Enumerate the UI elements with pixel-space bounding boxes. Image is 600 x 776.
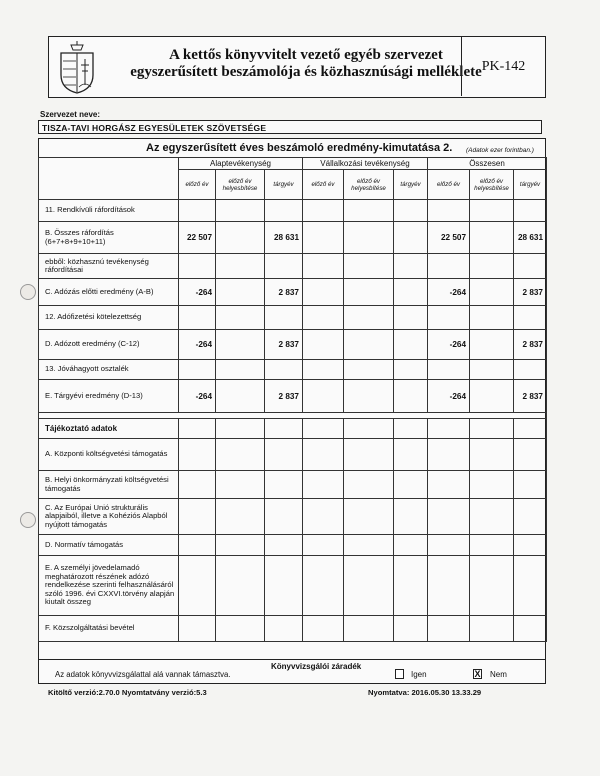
value-cell[interactable] xyxy=(303,556,344,616)
column-subheader: előző év helyesbítése xyxy=(470,170,514,200)
header-label-cell xyxy=(39,158,179,200)
row-label: E. A személyi jövedelamadó meghatározott részének adózó rendelkezése szerinti felhasználásáról szóló 1996. évi CXXVI.törvény alapján kiutalt összeg xyxy=(39,556,179,616)
row-label: D. Adózott eredmény (C-12) xyxy=(39,330,179,360)
value-cell[interactable] xyxy=(394,499,428,535)
value-cell[interactable] xyxy=(514,471,547,499)
form-header xyxy=(48,36,546,98)
row-label: B. Helyi önkormányzati költségvetési támogatás xyxy=(39,471,179,499)
value-cell[interactable]: -264 xyxy=(179,380,216,413)
value-cell[interactable] xyxy=(470,222,514,254)
value-cell[interactable] xyxy=(428,499,470,535)
row-label: 12. Adófizetési kötelezettség xyxy=(39,306,179,330)
form-title-line2: egyszerűsített beszámolója és közhasznúsági melléklete xyxy=(130,64,482,80)
value-cell[interactable]: 2 837 xyxy=(265,380,303,413)
value-cell[interactable] xyxy=(428,306,470,330)
row-label: E. Tárgyévi eredmény (D-13) xyxy=(39,380,179,413)
value-cell[interactable] xyxy=(265,419,303,439)
column-subheader: előző év xyxy=(428,170,470,200)
value-cell[interactable] xyxy=(394,419,428,439)
value-cell[interactable] xyxy=(216,616,265,642)
value-cell[interactable]: -264 xyxy=(179,279,216,306)
value-cell[interactable]: -264 xyxy=(428,380,470,413)
value-cell[interactable]: -264 xyxy=(428,279,470,306)
value-cell[interactable] xyxy=(216,471,265,499)
audit-title: Könyvvizsgálói záradék xyxy=(271,662,362,671)
value-cell[interactable] xyxy=(470,419,514,439)
value-cell[interactable] xyxy=(179,439,216,471)
info-section-row xyxy=(39,419,547,439)
value-cell[interactable] xyxy=(470,254,514,279)
value-cell[interactable] xyxy=(428,616,470,642)
value-cell[interactable] xyxy=(344,380,394,413)
value-cell[interactable] xyxy=(303,616,344,642)
value-cell[interactable] xyxy=(179,535,216,556)
value-cell[interactable] xyxy=(216,360,265,380)
table-row xyxy=(39,330,547,360)
info-section-title: Tájékoztató adatok xyxy=(39,419,179,439)
value-cell[interactable] xyxy=(394,380,428,413)
value-cell[interactable] xyxy=(265,200,303,222)
value-cell[interactable] xyxy=(344,439,394,471)
table-row xyxy=(39,279,547,306)
group-header: Vállalkozási tevékenység xyxy=(303,158,428,170)
value-cell[interactable] xyxy=(216,535,265,556)
value-cell[interactable] xyxy=(394,254,428,279)
row-label: D. Normatív támogatás xyxy=(39,535,179,556)
value-cell[interactable] xyxy=(428,254,470,279)
value-cell[interactable] xyxy=(303,419,344,439)
value-cell[interactable]: 2 837 xyxy=(514,279,547,306)
table-row xyxy=(39,471,547,499)
value-cell[interactable] xyxy=(514,499,547,535)
column-subheader: tárgyév xyxy=(394,170,428,200)
value-cell[interactable] xyxy=(470,535,514,556)
value-cell[interactable] xyxy=(265,535,303,556)
value-cell[interactable] xyxy=(428,439,470,471)
value-cell[interactable] xyxy=(470,330,514,360)
table-unit: (Adatok ezer forintban.) xyxy=(466,147,534,154)
value-cell[interactable] xyxy=(470,380,514,413)
row-label: B. Összes ráfordítás (6+7+8+9+10+11) xyxy=(39,222,179,254)
value-cell[interactable] xyxy=(265,254,303,279)
value-cell[interactable] xyxy=(179,499,216,535)
value-cell[interactable] xyxy=(394,556,428,616)
value-cell[interactable] xyxy=(470,439,514,471)
value-cell[interactable] xyxy=(344,419,394,439)
value-cell[interactable] xyxy=(514,419,547,439)
value-cell[interactable] xyxy=(394,360,428,380)
row-label: 11. Rendkívüli ráfordítások xyxy=(39,200,179,222)
software-version: Kitöltő verzió:2.70.0 Nyomtatvány verzió:5.3 xyxy=(48,688,207,697)
row-label: 13. Jóváhagyott osztalék xyxy=(39,360,179,380)
value-cell[interactable] xyxy=(394,279,428,306)
value-cell[interactable] xyxy=(303,200,344,222)
table-row xyxy=(39,222,547,254)
punch-hole-top xyxy=(20,284,36,300)
value-cell[interactable] xyxy=(470,200,514,222)
value-cell[interactable] xyxy=(216,380,265,413)
value-cell[interactable] xyxy=(514,254,547,279)
row-label: ebből: közhasznú tevékenység ráfordításai xyxy=(39,254,179,279)
value-cell[interactable]: 2 837 xyxy=(514,380,547,413)
table-row xyxy=(39,556,547,616)
value-cell[interactable] xyxy=(470,556,514,616)
value-cell[interactable] xyxy=(216,306,265,330)
group-header: Alaptevékenység xyxy=(179,158,303,170)
value-cell[interactable] xyxy=(344,616,394,642)
table-title: Az egyszerűsített éves beszámoló eredmény-kimutatása 2. xyxy=(146,142,453,154)
form-title-line1: A kettős könyvvitelt vezető egyéb szervezet xyxy=(169,47,443,63)
group-header: Összesen xyxy=(428,158,547,170)
form-title xyxy=(107,47,505,81)
value-cell[interactable] xyxy=(344,279,394,306)
value-cell[interactable] xyxy=(514,360,547,380)
table-row xyxy=(39,306,547,330)
value-cell[interactable] xyxy=(179,616,216,642)
value-cell[interactable] xyxy=(303,380,344,413)
value-cell[interactable] xyxy=(514,616,547,642)
table-row xyxy=(39,380,547,413)
table-row xyxy=(39,535,547,556)
value-cell[interactable] xyxy=(344,254,394,279)
column-subheader: előző év helyesbítése xyxy=(344,170,394,200)
organization-label: Szervezet neve: xyxy=(40,110,101,119)
value-cell[interactable] xyxy=(514,200,547,222)
value-cell[interactable] xyxy=(428,471,470,499)
value-cell[interactable] xyxy=(216,556,265,616)
value-cell[interactable] xyxy=(216,254,265,279)
print-timestamp: Nyomtatva: 2016.05.30 13.33.29 xyxy=(368,688,482,697)
value-cell[interactable] xyxy=(216,499,265,535)
value-cell[interactable] xyxy=(470,306,514,330)
value-cell[interactable] xyxy=(179,200,216,222)
value-cell[interactable] xyxy=(344,556,394,616)
table-row xyxy=(39,499,547,535)
value-cell[interactable]: -264 xyxy=(428,330,470,360)
value-cell[interactable] xyxy=(303,535,344,556)
value-cell[interactable] xyxy=(179,556,216,616)
value-cell[interactable] xyxy=(394,535,428,556)
value-cell[interactable] xyxy=(428,200,470,222)
table-row xyxy=(39,360,547,380)
value-cell[interactable]: 2 837 xyxy=(514,330,547,360)
column-subheader: előző év xyxy=(303,170,344,200)
value-cell[interactable] xyxy=(428,419,470,439)
value-cell[interactable] xyxy=(394,616,428,642)
row-label: C. Adózás előtti eredmény (A-B) xyxy=(39,279,179,306)
value-cell[interactable] xyxy=(303,330,344,360)
value-cell[interactable] xyxy=(514,556,547,616)
value-cell[interactable] xyxy=(344,499,394,535)
value-cell[interactable]: -264 xyxy=(179,330,216,360)
value-cell[interactable] xyxy=(470,471,514,499)
organization-name: TISZA-TAVI HORGÁSZ EGYESÜLETEK SZÖVETSÉGE xyxy=(42,123,267,133)
value-cell[interactable] xyxy=(303,306,344,330)
row-label: C. Az Európai Unió strukturális alapjaiból, illetve a Kohéziós Alapból nyújtott támogatás xyxy=(39,499,179,535)
value-cell[interactable] xyxy=(344,360,394,380)
value-cell[interactable] xyxy=(428,360,470,380)
value-cell[interactable] xyxy=(265,471,303,499)
value-cell[interactable] xyxy=(394,439,428,471)
value-cell[interactable] xyxy=(265,439,303,471)
audit-yes-checkbox[interactable] xyxy=(395,669,404,679)
value-cell[interactable] xyxy=(265,360,303,380)
value-cell[interactable] xyxy=(344,200,394,222)
value-cell[interactable] xyxy=(303,360,344,380)
value-cell[interactable]: 2 837 xyxy=(265,279,303,306)
value-cell[interactable] xyxy=(265,306,303,330)
value-cell[interactable] xyxy=(428,556,470,616)
value-cell[interactable] xyxy=(344,330,394,360)
value-cell[interactable] xyxy=(303,499,344,535)
value-cell[interactable] xyxy=(470,279,514,306)
value-cell[interactable] xyxy=(216,330,265,360)
value-cell[interactable] xyxy=(265,499,303,535)
value-cell[interactable] xyxy=(428,535,470,556)
value-cell[interactable] xyxy=(179,419,216,439)
column-subheader: előző év helyesbítése xyxy=(216,170,265,200)
value-cell[interactable] xyxy=(514,439,547,471)
value-cell[interactable] xyxy=(514,306,547,330)
value-cell[interactable] xyxy=(303,222,344,254)
value-cell[interactable] xyxy=(179,306,216,330)
value-cell[interactable] xyxy=(470,616,514,642)
audit-yes-label: Igen xyxy=(411,670,427,679)
table-row xyxy=(39,200,547,222)
table-row xyxy=(39,616,547,642)
punch-hole-bottom xyxy=(20,512,36,528)
value-cell[interactable] xyxy=(179,254,216,279)
audit-statement: Az adatok könyvvizsgálattal alá vannak támasztva. xyxy=(55,670,231,679)
value-cell[interactable] xyxy=(470,499,514,535)
value-cell[interactable] xyxy=(216,279,265,306)
value-cell[interactable]: 2 837 xyxy=(265,330,303,360)
value-cell[interactable] xyxy=(344,222,394,254)
value-cell[interactable] xyxy=(303,471,344,499)
value-cell[interactable] xyxy=(394,471,428,499)
value-cell[interactable] xyxy=(179,360,216,380)
value-cell[interactable]: 22 507 xyxy=(428,222,470,254)
value-cell[interactable] xyxy=(514,535,547,556)
value-cell[interactable] xyxy=(216,200,265,222)
value-cell[interactable] xyxy=(303,279,344,306)
value-cell[interactable] xyxy=(394,306,428,330)
value-cell[interactable] xyxy=(303,439,344,471)
column-subheader: tárgyév xyxy=(514,170,547,200)
audit-no-label: Nem xyxy=(490,670,507,679)
form-code-box xyxy=(461,37,545,96)
audit-footer xyxy=(38,660,546,684)
value-cell[interactable] xyxy=(216,419,265,439)
form-code: PK-142 xyxy=(481,59,526,74)
row-label: F. Közszolgáltatási bevétel xyxy=(39,616,179,642)
value-cell[interactable] xyxy=(344,535,394,556)
audit-no-checkbox[interactable]: X xyxy=(474,669,481,679)
value-cell[interactable] xyxy=(344,471,394,499)
value-cell[interactable] xyxy=(265,616,303,642)
value-cell[interactable] xyxy=(394,200,428,222)
value-cell[interactable]: 22 507 xyxy=(179,222,216,254)
value-cell[interactable] xyxy=(344,306,394,330)
value-cell[interactable] xyxy=(216,222,265,254)
group-header-row xyxy=(39,158,547,170)
table-row xyxy=(39,439,547,471)
value-cell[interactable] xyxy=(394,330,428,360)
table-row xyxy=(39,254,547,279)
value-cell[interactable]: 28 631 xyxy=(265,222,303,254)
organization-name-field[interactable] xyxy=(38,120,542,134)
income-statement-table xyxy=(38,157,547,642)
value-cell[interactable] xyxy=(394,222,428,254)
value-cell[interactable] xyxy=(303,254,344,279)
row-label: A. Központi költségvetési támogatás xyxy=(39,439,179,471)
value-cell[interactable] xyxy=(216,439,265,471)
value-cell[interactable]: 28 631 xyxy=(514,222,547,254)
value-cell[interactable] xyxy=(470,360,514,380)
column-subheader: előző év xyxy=(179,170,216,200)
value-cell[interactable] xyxy=(179,471,216,499)
value-cell[interactable] xyxy=(265,556,303,616)
coat-of-arms-icon xyxy=(55,41,99,95)
column-subheader: tárgyév xyxy=(265,170,303,200)
